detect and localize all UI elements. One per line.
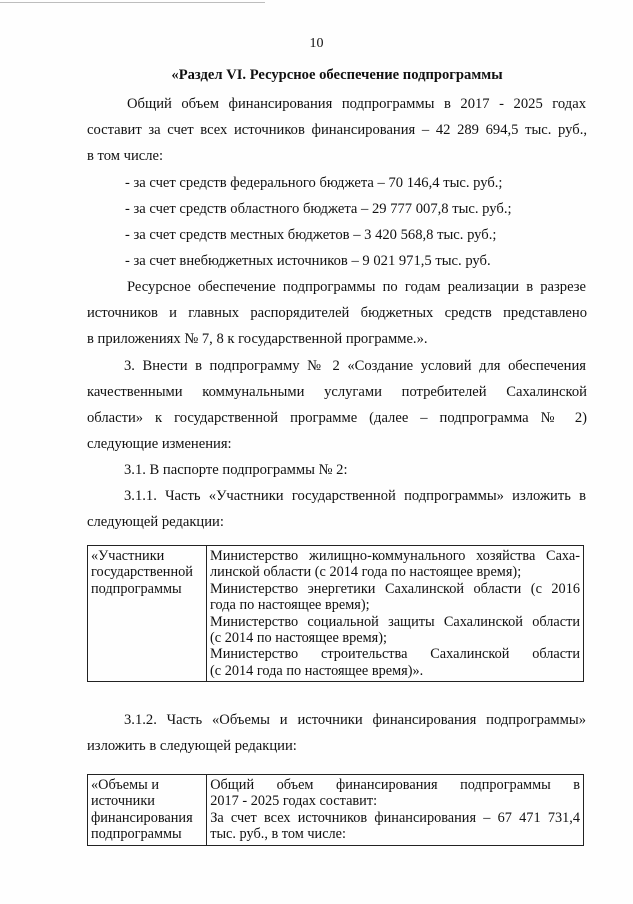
top-divider: [0, 2, 265, 3]
cell-line: (с 2014 года по настоящее время)».: [210, 662, 424, 679]
cell-line: года по настоящее время);: [210, 597, 370, 614]
paragraph-line: следующие изменения:: [87, 436, 232, 452]
paragraph-line: Ресурсное обеспечение подпрограммы по годам реализации в разрезе: [127, 279, 586, 295]
paragraph-line: области» к государственной программе (далее – подпрограмма № 2): [87, 410, 587, 426]
funding-item: - за счет внебюджетных источников – 9 021 971,5 тыс. руб.: [125, 253, 491, 269]
participants-table: [87, 545, 584, 682]
table-value-cell: [207, 775, 584, 846]
paragraph-line: в том числе:: [87, 148, 164, 164]
section-title: «Раздел VI. Ресурсное обеспечение подпрограммы: [171, 67, 503, 83]
cell-line: «Участники: [91, 548, 165, 564]
cell-line: источники: [91, 793, 155, 810]
funding-item: - за счет средств областного бюджета – 29 777 007,8 тыс. руб.;: [125, 201, 512, 217]
cell-line: 2017 - 2025 годах составит:: [210, 793, 378, 810]
paragraph-line: 3.1. В паспорте подпрограммы № 2:: [124, 462, 348, 478]
paragraph-line: 3.1.1. Часть «Участники государственной подпрограммы» изложить в: [124, 488, 586, 504]
paragraph-line: изложить в следующей редакции:: [87, 738, 297, 754]
cell-line: Министерство энергетики Сахалинской области (с 2016: [210, 580, 580, 597]
table-label-cell: [88, 775, 207, 846]
table-label-cell: [88, 546, 207, 682]
paragraph-line: источников и главных распорядителей бюджетных средств представлено: [87, 305, 587, 321]
table-row: [88, 546, 584, 682]
paragraph-line: составит за счет всех источников финансирования – 42 289 694,5 тыс. руб.,: [87, 122, 587, 138]
paragraph-line: 3.1.2. Часть «Объемы и источники финансирования подпрограммы»: [124, 712, 586, 728]
cell-line: линской области (с 2014 года по настоящее время);: [210, 564, 522, 581]
funding-table: [87, 774, 584, 846]
funding-item: - за счет средств местных бюджетов – 3 420 568,8 тыс. руб.;: [125, 227, 497, 243]
table-value-cell: [207, 546, 584, 682]
paragraph-line: 3. Внести в подпрограмму № 2 «Создание условий для обеспечения: [124, 358, 586, 374]
cell-line: государственной: [91, 564, 193, 581]
funding-item: - за счет средств федерального бюджета – 70 146,4 тыс. руб.;: [125, 175, 503, 191]
cell-line: Общий объем финансирования подпрограммы в: [210, 777, 580, 793]
paragraph-line: в приложениях № 7, 8 к государственной программе.».: [87, 331, 428, 347]
page-number: 10: [309, 36, 324, 51]
paragraph-line: Общий объем финансирования подпрограммы в 2017 - 2025 годах: [127, 96, 586, 112]
paragraph-line: следующей редакции:: [87, 514, 224, 530]
cell-line: Министерство социальной защиты Сахалинской области: [210, 613, 580, 630]
cell-line: подпрограммы: [91, 580, 182, 597]
table-row: [88, 775, 584, 846]
paragraph-line: качественными коммунальными услугами потребителей Сахалинской: [87, 384, 587, 400]
cell-line: финансирования: [91, 809, 193, 826]
cell-line: подпрограммы: [91, 826, 182, 843]
cell-line: тыс. руб., в том числе:: [210, 826, 346, 843]
cell-line: За счет всех источников финансирования – 67 471 731,4: [210, 809, 580, 826]
cell-line: «Объемы и: [91, 777, 160, 793]
cell-line: Министерство жилищно-коммунального хозяйства Саха-: [210, 548, 580, 564]
cell-line: (с 2014 по настоящее время);: [210, 630, 387, 647]
cell-line: Министерство строительства Сахалинской области: [210, 646, 580, 663]
